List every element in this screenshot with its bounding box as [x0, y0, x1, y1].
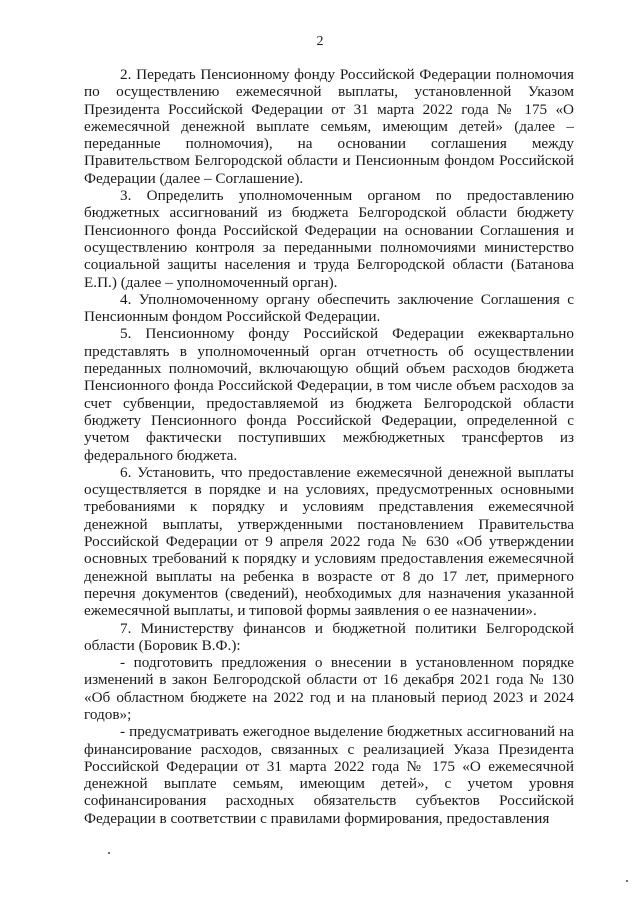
- paragraph-7-item-2: - предусматривать ежегодное выделение бюджетных ассигнований на финансирование расходов, связанных с реализацией Указа Президента Российской Федерации от 31 марта 2022 года № 175 «О ежемесячной денежной выплате семьям, имеющим детей», с учетом уровня софинансирования расходных обязательств субъектов Российской Федерации в соответствии с правилами формирования, предоставления: [84, 723, 574, 827]
- scan-speck: [626, 880, 628, 882]
- document-body: [84, 66, 574, 827]
- paragraph-3: 3. Определить уполномоченным органом по предоставлению бюджетных ассигнований из бюджета Белгородской области бюджету Пенсионного фонда Российской Федерации на основании Соглашения и осуществлению контроля за переданными полномочиями министерство социальной защиты населения и труда Белгородской области (Батанова Е.П.) (далее – уполномоченный орган).: [84, 187, 574, 291]
- paragraph-5: 5. Пенсионному фонду Российской Федерации ежеквартально представлять в уполномоченный орган отчетность об осуществлении переданных полномочий, включающую общий объем расходов бюджета Пенсионного фонда Российской Федерации, в том числе объем расходов за счет субвенции, предоставляемой из бюджета Белгородской области бюджету Пенсионного фонда Российской Федерации, определенной с учетом фактически поступивших межбюджетных трансфертов из федерального бюджета.: [84, 325, 574, 464]
- paragraph-4: 4. Уполномоченному органу обеспечить заключение Соглашения с Пенсионным фондом Российской Федерации.: [84, 290, 574, 326]
- paragraph-7-item-1: - подготовить предложения о внесении в установленном порядке изменений в закон Белгородской области от 16 декабря 2021 года № 130 «Об областном бюджете на 2022 год и на плановый период 2023 и 2024 годов»;: [84, 654, 574, 723]
- scan-speck: [108, 852, 110, 854]
- paragraph-6: 6. Установить, что предоставление ежемесячной денежной выплаты осуществляется в порядке и на условиях, предусмотренных основными требованиями к порядку и условиям представления ежемесячной денежной выплаты, утвержденными постановлением Правительства Российской Федерации от 9 апреля 2022 года № 630 «Об утверждении основных требований к порядку и условиям предоставления ежемесячной денежной выплаты на ребенка в возрасте от 8 до 17 лет, примерного перечня документов (сведений), необходимых для назначения указанной ежемесячной выплаты, и типовой формы заявления о ее назначении».: [84, 463, 574, 620]
- paragraph-2: 2. Передать Пенсионному фонду Российской Федерации полномочия по осуществлению ежемесячной выплаты, установленной Указом Президента Российской Федерации от 31 марта 2022 года № 175 «О ежемесячной денежной выплате семьям, имеющим детей» (далее – переданные полномочия), на основании соглашения между Правительством Белгородской области и Пенсионным фондом Российской Федерации (далее – Соглашение).: [84, 66, 574, 187]
- page-number: 2: [316, 34, 324, 49]
- paragraph-7: 7. Министерству финансов и бюджетной политики Белгородской области (Боровик В.Ф.):: [84, 619, 574, 654]
